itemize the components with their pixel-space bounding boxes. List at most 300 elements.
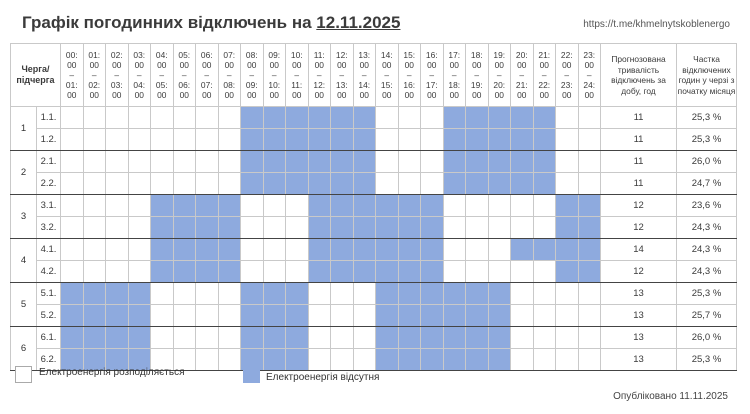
hour-header-part: 00 — [359, 90, 369, 100]
hour-column-header — [263, 44, 286, 107]
hour-header-part: 00 — [269, 90, 279, 100]
outage-hour-cell — [421, 239, 444, 261]
hour-header-part: 00 — [314, 90, 324, 100]
outage-schedule-table — [10, 43, 737, 371]
power-hour-cell — [218, 327, 241, 349]
power-hour-cell — [173, 151, 196, 173]
outage-hour-cell — [398, 283, 421, 305]
power-hour-cell — [106, 217, 129, 239]
hour-header-part: 00 — [517, 90, 527, 100]
power-hour-cell — [218, 129, 241, 151]
outage-hour-cell — [241, 129, 264, 151]
hour-header-part: 17: — [448, 50, 461, 60]
outage-hour-cell — [376, 349, 399, 371]
power-hour-cell — [196, 349, 219, 371]
outage-hour-cell — [308, 173, 331, 195]
outage-hour-cell — [241, 107, 264, 129]
outage-hour-cell — [331, 151, 354, 173]
table-row — [11, 283, 737, 305]
hour-header-part: 00 — [157, 60, 167, 70]
outage-duration: 13 — [601, 283, 677, 305]
outage-share: 25,3 % — [677, 349, 737, 371]
outage-hour-cell — [128, 283, 151, 305]
outage-hour-cell — [83, 283, 106, 305]
power-hour-cell — [421, 151, 444, 173]
outage-hour-cell — [398, 261, 421, 283]
outage-hour-cell — [218, 261, 241, 283]
power-hour-cell — [173, 173, 196, 195]
outage-hour-cell — [331, 217, 354, 239]
outage-hour-cell — [263, 349, 286, 371]
hour-column-header — [61, 44, 84, 107]
outage-hour-cell — [308, 151, 331, 173]
outage-hour-cell — [218, 217, 241, 239]
hour-header-part: 00 — [292, 60, 302, 70]
hour-column-header — [218, 44, 241, 107]
power-hour-cell — [218, 283, 241, 305]
power-hour-cell — [376, 129, 399, 151]
power-hour-cell — [556, 305, 579, 327]
outage-hour-cell — [173, 239, 196, 261]
outage-hour-cell — [61, 305, 84, 327]
outage-hour-cell — [578, 239, 601, 261]
hour-header-part: 18: — [448, 80, 461, 90]
outage-share: 23,6 % — [677, 195, 737, 217]
outage-hour-cell — [398, 217, 421, 239]
outage-hour-cell — [421, 305, 444, 327]
outage-hour-cell — [218, 239, 241, 261]
hour-header-part: 00 — [382, 90, 392, 100]
power-hour-cell — [173, 305, 196, 327]
outage-hour-cell — [421, 283, 444, 305]
outage-hour-cell — [556, 217, 579, 239]
power-hour-cell — [443, 195, 466, 217]
power-hour-cell — [308, 327, 331, 349]
outage-hour-cell — [466, 173, 489, 195]
share-column-header: Частка відключених годин у черзі з початку місяця — [677, 44, 737, 107]
power-hour-cell — [308, 305, 331, 327]
outage-hour-cell — [241, 151, 264, 173]
outage-hour-cell — [353, 173, 376, 195]
hour-column-header — [308, 44, 331, 107]
outage-duration: 14 — [601, 239, 677, 261]
outage-hour-cell — [488, 349, 511, 371]
outage-share: 25,7 % — [677, 305, 737, 327]
hour-header-part: 13: — [358, 50, 371, 60]
hour-column-header — [556, 44, 579, 107]
power-hour-cell — [443, 217, 466, 239]
hour-column-header — [353, 44, 376, 107]
power-hour-cell — [556, 173, 579, 195]
hour-header-part: 00 — [427, 60, 437, 70]
outage-hour-cell — [218, 195, 241, 217]
hour-header-part: 19: — [493, 50, 506, 60]
power-hour-cell — [578, 173, 601, 195]
outage-hour-cell — [263, 129, 286, 151]
hour-header-part: – — [226, 70, 232, 80]
hour-header-part: 00 — [292, 90, 302, 100]
outage-hour-cell — [173, 195, 196, 217]
power-hour-cell — [241, 195, 264, 217]
outage-hour-cell — [263, 283, 286, 305]
hour-header-part: – — [204, 70, 210, 80]
power-hour-cell — [556, 129, 579, 151]
power-hour-cell — [196, 107, 219, 129]
power-hour-cell — [196, 151, 219, 173]
hour-column-header — [196, 44, 219, 107]
hour-header-part: – — [451, 70, 457, 80]
power-hour-cell — [533, 195, 556, 217]
hour-column-header — [488, 44, 511, 107]
hour-header-part: 23: — [583, 50, 596, 60]
title-prefix: Графік погодинних відключень на — [22, 13, 317, 32]
power-hour-cell — [353, 305, 376, 327]
power-hour-cell — [578, 349, 601, 371]
hour-header-part: 00: — [65, 50, 78, 60]
outage-duration: 11 — [601, 129, 677, 151]
outage-hour-cell — [376, 327, 399, 349]
outage-hour-cell — [196, 195, 219, 217]
power-hour-cell — [218, 151, 241, 173]
power-hour-cell — [556, 349, 579, 371]
outage-hour-cell — [128, 305, 151, 327]
outage-hour-cell — [443, 107, 466, 129]
hour-header-part: – — [249, 70, 255, 80]
telegram-url: https://t.me/khmelnytskoblenergo — [583, 19, 730, 30]
outage-hour-cell — [286, 173, 309, 195]
hour-header-part: 00 — [562, 90, 572, 100]
hour-header-part: 01: — [88, 50, 101, 60]
power-hour-cell — [196, 129, 219, 151]
hour-column-header — [466, 44, 489, 107]
power-hour-cell — [376, 107, 399, 129]
hour-header-part: – — [384, 70, 390, 80]
outage-hour-cell — [533, 239, 556, 261]
power-hour-cell — [286, 217, 309, 239]
power-hour-cell — [106, 107, 129, 129]
power-hour-cell — [511, 217, 534, 239]
power-hour-cell — [61, 173, 84, 195]
hour-header-part: 23: — [560, 80, 573, 90]
hour-header-part: 16: — [425, 50, 438, 60]
hour-header-part: 22: — [538, 80, 551, 90]
power-hour-cell — [61, 107, 84, 129]
power-hour-cell — [83, 107, 106, 129]
outage-hour-cell — [443, 327, 466, 349]
outage-hour-cell — [151, 239, 174, 261]
table-row — [11, 261, 737, 283]
hour-column-header — [578, 44, 601, 107]
hour-header-part: 00 — [427, 90, 437, 100]
outage-hour-cell — [241, 305, 264, 327]
hour-header-part: 00 — [494, 60, 504, 70]
outage-hour-cell — [398, 349, 421, 371]
outage-share: 26,0 % — [677, 327, 737, 349]
outage-share: 25,3 % — [677, 283, 737, 305]
subqueue-label: 1.2. — [37, 129, 61, 151]
hour-header-part: 20: — [493, 80, 506, 90]
outage-hour-cell — [398, 305, 421, 327]
outage-hour-cell — [578, 261, 601, 283]
outage-hour-cell — [353, 151, 376, 173]
outage-hour-cell — [533, 173, 556, 195]
outage-hour-cell — [578, 195, 601, 217]
hour-header-part: 13: — [335, 80, 348, 90]
hour-header-part: 00 — [179, 90, 189, 100]
hour-header-part: 07: — [223, 50, 236, 60]
outage-hour-cell — [466, 327, 489, 349]
outage-hour-cell — [196, 261, 219, 283]
outage-hour-cell — [376, 239, 399, 261]
outage-hour-cell — [488, 173, 511, 195]
hour-header-part: – — [406, 70, 412, 80]
table-header-row — [11, 44, 737, 107]
power-hour-cell — [466, 217, 489, 239]
hour-header-part: 21: — [515, 80, 528, 90]
power-hour-cell — [218, 305, 241, 327]
title-date: 12.11.2025 — [316, 13, 401, 32]
outage-hour-cell — [151, 217, 174, 239]
power-hour-cell — [128, 261, 151, 283]
outage-hour-cell — [488, 305, 511, 327]
outage-hour-cell — [443, 283, 466, 305]
power-hour-cell — [218, 173, 241, 195]
outage-duration: 11 — [601, 173, 677, 195]
published-date: Опубліковано 11.11.2025 — [613, 391, 728, 402]
hour-header-part: 02: — [88, 80, 101, 90]
power-hour-cell — [106, 239, 129, 261]
subqueue-label: 1.1. — [37, 107, 61, 129]
subqueue-label: 2.1. — [37, 151, 61, 173]
outage-hour-cell — [421, 327, 444, 349]
power-hour-cell — [466, 195, 489, 217]
subqueue-label: 6.1. — [37, 327, 61, 349]
hour-header-part: – — [136, 70, 142, 80]
outage-hour-cell — [331, 107, 354, 129]
hour-header-part: 15: — [403, 50, 416, 60]
outage-hour-cell — [556, 261, 579, 283]
hour-header-part: – — [69, 70, 75, 80]
power-hour-cell — [263, 195, 286, 217]
power-hour-cell — [331, 283, 354, 305]
outage-hour-cell — [331, 195, 354, 217]
hour-header-part: 17: — [425, 80, 438, 90]
queue-number: 1 — [11, 107, 37, 151]
power-hour-cell — [151, 283, 174, 305]
power-hour-cell — [106, 195, 129, 217]
power-hour-cell — [218, 107, 241, 129]
power-hour-cell — [218, 349, 241, 371]
power-hour-cell — [421, 107, 444, 129]
power-hour-cell — [128, 107, 151, 129]
power-hour-cell — [421, 129, 444, 151]
subqueue-label: 4.2. — [37, 261, 61, 283]
hour-header-part: 00 — [202, 60, 212, 70]
power-hour-cell — [61, 217, 84, 239]
power-hour-cell — [353, 349, 376, 371]
power-hour-cell — [106, 173, 129, 195]
hour-header-part: – — [586, 70, 592, 80]
hour-header-part: 00 — [337, 90, 347, 100]
hour-header-part: 19: — [470, 80, 483, 90]
outage-hour-cell — [308, 129, 331, 151]
power-hour-cell — [331, 349, 354, 371]
power-hour-cell — [196, 173, 219, 195]
hour-header-part: 00 — [449, 60, 459, 70]
outage-hour-cell — [286, 305, 309, 327]
power-hour-cell — [241, 261, 264, 283]
power-hour-cell — [106, 129, 129, 151]
power-hour-cell — [488, 239, 511, 261]
queue-column-header: Черга/ підчерга — [11, 44, 61, 107]
table-row — [11, 327, 737, 349]
power-hour-cell — [511, 195, 534, 217]
hour-column-header — [376, 44, 399, 107]
power-hour-cell — [466, 239, 489, 261]
outage-hour-cell — [466, 305, 489, 327]
hour-header-part: – — [429, 70, 435, 80]
hour-header-part: 08: — [245, 50, 258, 60]
power-hour-cell — [443, 239, 466, 261]
power-hour-cell — [578, 327, 601, 349]
power-hour-cell — [533, 217, 556, 239]
outage-hour-cell — [466, 129, 489, 151]
outage-duration: 12 — [601, 195, 677, 217]
subqueue-label: 4.1. — [37, 239, 61, 261]
power-hour-cell — [578, 151, 601, 173]
outage-hour-cell — [286, 349, 309, 371]
outage-hour-cell — [511, 239, 534, 261]
outage-hour-cell — [353, 129, 376, 151]
hour-header-part: 00 — [89, 60, 99, 70]
power-hour-cell — [376, 173, 399, 195]
table-row — [11, 195, 737, 217]
hour-header-part: 00 — [472, 90, 482, 100]
hour-header-part: – — [564, 70, 570, 80]
outage-hour-cell — [376, 283, 399, 305]
outage-hour-cell — [286, 129, 309, 151]
queue-number: 3 — [11, 195, 37, 239]
legend-available-swatch — [15, 366, 32, 383]
outage-hour-cell — [533, 129, 556, 151]
power-hour-cell — [83, 239, 106, 261]
outage-hour-cell — [196, 217, 219, 239]
outage-hour-cell — [511, 107, 534, 129]
power-hour-cell — [128, 217, 151, 239]
table-row — [11, 239, 737, 261]
hour-column-header — [151, 44, 174, 107]
outage-hour-cell — [331, 173, 354, 195]
power-hour-cell — [398, 173, 421, 195]
hour-header-part: 00 — [584, 90, 594, 100]
queue-number: 5 — [11, 283, 37, 327]
outage-hour-cell — [443, 305, 466, 327]
power-hour-cell — [443, 261, 466, 283]
outage-hour-cell — [286, 327, 309, 349]
hour-header-part: 10: — [290, 50, 303, 60]
hour-header-part: – — [519, 70, 525, 80]
outage-hour-cell — [173, 217, 196, 239]
table-row — [11, 129, 737, 151]
power-hour-cell — [106, 151, 129, 173]
hour-header-part: 15: — [380, 80, 393, 90]
outage-hour-cell — [151, 261, 174, 283]
hour-header-part: – — [159, 70, 165, 80]
hour-header-part: 05: — [178, 50, 191, 60]
power-hour-cell — [173, 283, 196, 305]
outage-hour-cell — [263, 305, 286, 327]
power-hour-cell — [421, 173, 444, 195]
hour-header-part: 14: — [358, 80, 371, 90]
hour-header-part: 00 — [359, 60, 369, 70]
hour-header-part: 03: — [110, 80, 123, 90]
hour-header-part: 00 — [112, 60, 122, 70]
hour-column-header — [241, 44, 264, 107]
outage-share: 24,3 % — [677, 217, 737, 239]
table-row — [11, 217, 737, 239]
power-hour-cell — [286, 239, 309, 261]
hour-header-part: 11: — [313, 50, 325, 60]
power-hour-cell — [173, 327, 196, 349]
power-hour-cell — [151, 151, 174, 173]
outage-hour-cell — [106, 327, 129, 349]
outage-hour-cell — [308, 107, 331, 129]
outage-hour-cell — [263, 107, 286, 129]
outage-hour-cell — [578, 217, 601, 239]
hour-header-part: 00 — [584, 60, 594, 70]
power-hour-cell — [151, 327, 174, 349]
outage-hour-cell — [466, 107, 489, 129]
hour-header-part: 00 — [269, 60, 279, 70]
legend-available-label: Електроенергія розподіляється — [39, 367, 185, 378]
outage-hour-cell — [488, 327, 511, 349]
hour-header-part: 03: — [133, 50, 146, 60]
duration-column-header: Прогнозована тривалість відключень за добу, год — [601, 44, 677, 107]
power-hour-cell — [106, 261, 129, 283]
power-hour-cell — [398, 151, 421, 173]
power-hour-cell — [151, 129, 174, 151]
power-hour-cell — [376, 151, 399, 173]
outage-hour-cell — [106, 283, 129, 305]
power-hour-cell — [196, 283, 219, 305]
outage-share: 24,7 % — [677, 173, 737, 195]
hour-header-part: 02: — [110, 50, 123, 60]
subqueue-label: 5.1. — [37, 283, 61, 305]
outage-hour-cell — [488, 283, 511, 305]
hour-header-part: 20: — [515, 50, 528, 60]
subqueue-label: 5.2. — [37, 305, 61, 327]
outage-duration: 13 — [601, 305, 677, 327]
power-hour-cell — [61, 261, 84, 283]
power-hour-cell — [488, 261, 511, 283]
power-hour-cell — [196, 327, 219, 349]
power-hour-cell — [331, 305, 354, 327]
power-hour-cell — [556, 283, 579, 305]
hour-header-part: – — [316, 70, 322, 80]
hour-header-part: 22: — [560, 50, 573, 60]
outage-hour-cell — [241, 173, 264, 195]
hour-header-part: 00 — [67, 90, 77, 100]
outage-hour-cell — [61, 327, 84, 349]
outage-duration: 11 — [601, 151, 677, 173]
hour-header-part: – — [271, 70, 277, 80]
hour-header-part: 00 — [494, 90, 504, 100]
hour-header-part: – — [91, 70, 97, 80]
hour-column-header — [443, 44, 466, 107]
power-hour-cell — [578, 305, 601, 327]
outage-hour-cell — [398, 195, 421, 217]
hour-column-header — [83, 44, 106, 107]
